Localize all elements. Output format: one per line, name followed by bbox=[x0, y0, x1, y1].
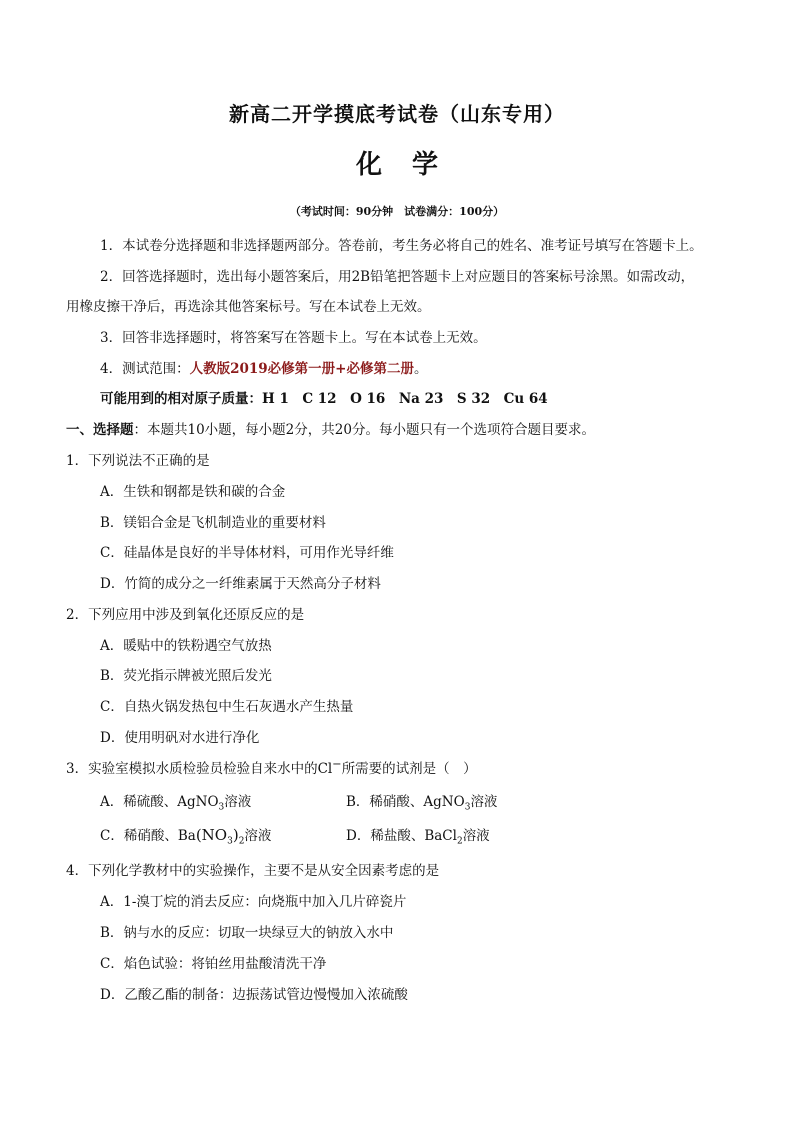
question-4-option-b: B．钠与水的反应：切取一块绿豆大的钠放入水中 bbox=[100, 925, 394, 941]
instruction-1: 1．本试卷分选择题和非选择题两部分。答卷前，考生务必将自己的姓名、准考证号填写在答题卡上。 bbox=[100, 238, 703, 254]
atomic-mass-line: 可能用到的相对原子质量：H 1 C 12 O 16 Na 23 S 32 Cu 64 bbox=[100, 391, 548, 407]
q3c-formula: (NO bbox=[195, 826, 228, 844]
question-4-option-a: A．1-溴丁烷的消去反应：向烧瓶中加入几片碎瓷片 bbox=[100, 894, 407, 910]
instruction-4-prefix: 4．测试范围： bbox=[100, 361, 190, 377]
q3c-sub1: 3 bbox=[227, 836, 233, 847]
instruction-4-suffix: 。 bbox=[413, 361, 428, 377]
test-scope: 人教版2019必修第一册+必修第二册 bbox=[189, 361, 414, 377]
exam-title: 新高二开学摸底考试卷（山东专用） bbox=[229, 102, 565, 126]
question-2-option-a: A．暖贴中的铁粉遇空气放热 bbox=[100, 638, 272, 654]
question-2-stem: 2．下列应用中涉及到氧化还原反应的是 bbox=[66, 607, 305, 623]
q3b-text: B．稀硝酸、AgNO bbox=[346, 794, 465, 810]
question-2-option-b: B．荧光指示牌被光照后发光 bbox=[100, 668, 272, 684]
chloride-charge: − bbox=[332, 757, 342, 771]
question-1-option-d: D．竹简的成分之一纤维素属于天然高分子材料 bbox=[100, 576, 381, 592]
subject-title: 化学 bbox=[355, 150, 468, 180]
exam-info: （考试时间：90分钟 试卷满分：100分） bbox=[289, 205, 505, 218]
question-3-stem bbox=[66, 757, 477, 777]
q3b-sub: 3 bbox=[464, 802, 471, 813]
question-1-option-c: C．硅晶体是良好的半导体材料，可用作光导纤维 bbox=[100, 545, 394, 561]
question-3-stem-text: 3．实验室模拟水质检验员检验自来水中的Cl bbox=[66, 761, 333, 777]
section-heading-label: 一、选择题 bbox=[66, 422, 134, 438]
question-3-option-c bbox=[100, 824, 271, 847]
q3d-text: D．稀盐酸、BaCl bbox=[346, 828, 457, 844]
question-2-option-d: D．使用明矾对水进行净化 bbox=[100, 730, 260, 746]
question-3-option-d bbox=[346, 824, 490, 847]
question-4-stem: 4．下列化学教材中的实验操作，主要不是从安全因素考虑的是 bbox=[66, 863, 440, 879]
question-3-option-b bbox=[346, 790, 497, 813]
question-1-option-a: A．生铁和钢都是铁和碳的合金 bbox=[100, 484, 286, 500]
q3c-end: 溶液 bbox=[244, 828, 272, 844]
q3c-text: C．稀硝酸、Ba bbox=[100, 828, 196, 844]
question-1-option-b: B．镁铝合金是飞机制造业的重要材料 bbox=[100, 515, 326, 531]
q3c-sub2: 2 bbox=[238, 836, 245, 847]
question-3-option-a bbox=[100, 790, 251, 813]
instruction-3: 3．回答非选择题时，将答案写在答题卡上。写在本试卷上无效。 bbox=[100, 330, 487, 346]
question-1-stem: 1．下列说法不正确的是 bbox=[66, 453, 210, 469]
q3a-end: 溶液 bbox=[224, 794, 252, 810]
question-3-stem-end: 所需要的试剂是（ ） bbox=[341, 761, 477, 777]
question-4-option-c: C．焰色试验：将铂丝用盐酸清洗干净 bbox=[100, 956, 327, 972]
q3c-close: ) bbox=[232, 826, 239, 844]
q3d-end: 溶液 bbox=[462, 828, 490, 844]
q3a-sub: 3 bbox=[218, 802, 225, 813]
section-heading-text: ：本题共10小题，每小题2分，共20分。每小题只有一个选项符合题目要求。 bbox=[133, 422, 595, 438]
q3b-end: 溶液 bbox=[470, 794, 498, 810]
section-heading bbox=[66, 418, 595, 438]
q3d-sub: 2 bbox=[456, 836, 463, 847]
q3a-text: A．稀硫酸、AgNO bbox=[100, 794, 219, 810]
instruction-4 bbox=[100, 357, 427, 377]
instruction-2: 2．回答选择题时，选出每小题答案后，用2B铅笔把答题卡上对应题目的答案标号涂黑。如需改动， bbox=[100, 269, 695, 285]
question-2-option-c: C．自热火锅发热包中生石灰遇水产生热量 bbox=[100, 699, 354, 715]
instruction-2-cont: 用橡皮擦干净后，再选涂其他答案标号。写在本试卷上无效。 bbox=[66, 299, 431, 315]
question-4-option-d: D．乙酸乙酯的制备：边振荡试管边慢慢加入浓硫酸 bbox=[100, 987, 408, 1003]
